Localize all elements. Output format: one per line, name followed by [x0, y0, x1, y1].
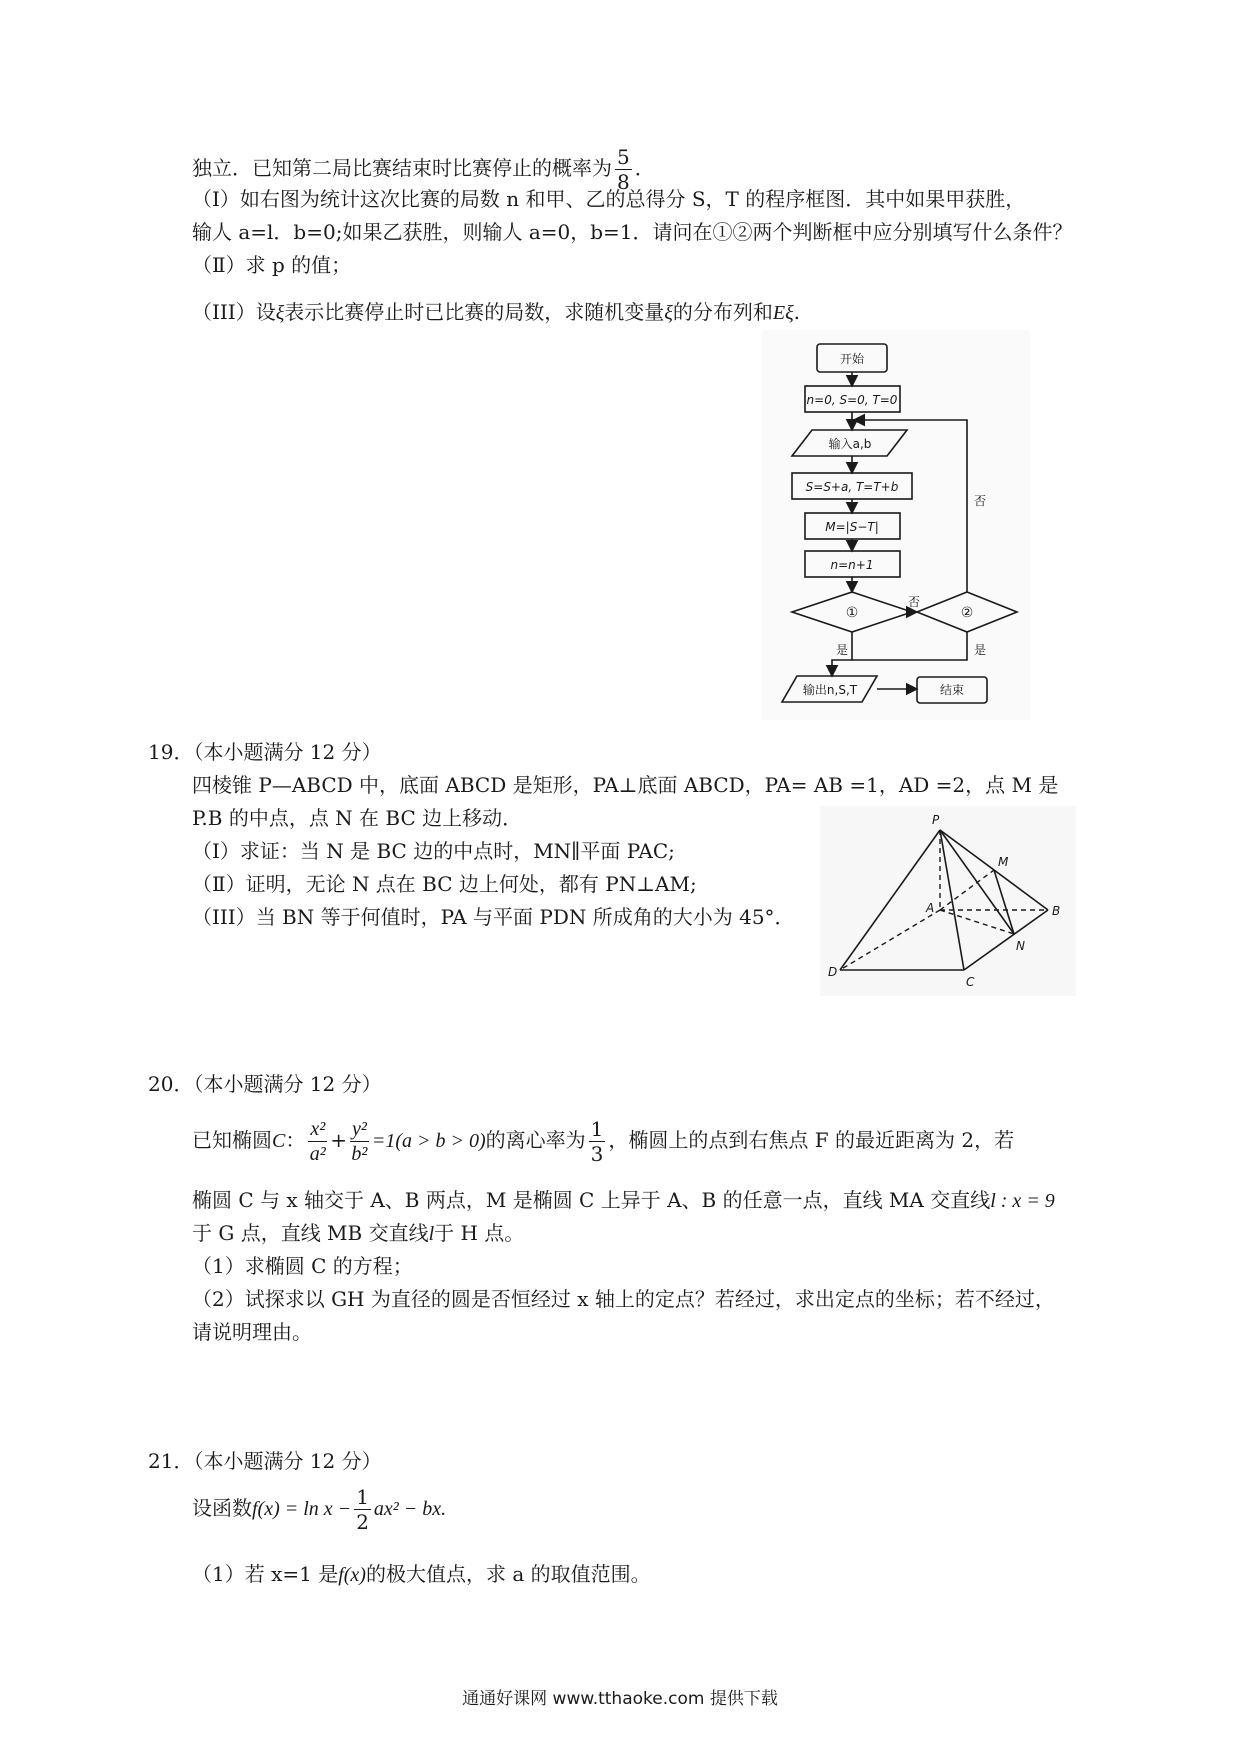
q20-line1-suffix: ，椭圆上的点到右焦点 F 的最近距离为 2，若: [608, 1128, 1015, 1152]
q18-part3-mid2: 的分布列和: [672, 300, 773, 324]
flow-cond2-label: ②: [960, 605, 974, 621]
half-numerator: 1: [356, 1485, 369, 1509]
q20-header: 20．（本小题满分 12 分）: [148, 1072, 382, 1096]
q20-line3-suffix: 于 H 点。: [434, 1221, 525, 1245]
half-denominator: 2: [356, 1510, 369, 1534]
function-tail: ax² − bx.: [373, 1498, 447, 1520]
label-C: C: [966, 975, 975, 989]
q20-line1: [192, 1112, 1014, 1169]
q18-part3-mid: 表示比赛停止时已比赛的局数，求随机变量: [284, 300, 665, 324]
q20-line1-mid: 的离心率为: [485, 1128, 586, 1152]
q21-line1: [192, 1480, 446, 1537]
q20-line3-prefix: 于 G 点，直线 MB 交直线: [192, 1221, 429, 1245]
flow-output-label: 输出n,S,T: [802, 683, 858, 697]
plus-sign: +: [330, 1128, 347, 1152]
b2-denominator: b²: [351, 1143, 368, 1165]
q18-part1-line2: 输人 a=l．b=0;如果乙获胜，则输人 a=0，b=1．请问在①②两个判断框中应分别填写什么条件？: [192, 220, 1073, 244]
ellipse-condition: =1(a > b > 0): [371, 1130, 486, 1152]
q19-part1: （I）求证：当 N 是 BC 边的中点时，MN∥平面 PAC;: [192, 839, 675, 863]
flow-no1-label: 否: [907, 595, 921, 609]
q20-part2-line2: 请说明理由。: [192, 1320, 312, 1344]
function-definition: f(x) = ln x −: [252, 1498, 352, 1520]
q18-part3-prefix: （III）设: [192, 300, 276, 324]
y2-numerator: y²: [351, 1118, 367, 1140]
flowchart-figure: [762, 330, 1030, 720]
label-N: N: [1016, 939, 1025, 953]
fraction-1-2: [354, 1485, 371, 1534]
q18-intro-text: 独立．已知第二局比赛结束时比赛停止的概率为: [192, 156, 612, 180]
label-A: A: [926, 901, 935, 915]
q19-part2: （Ⅱ）证明，无论 N 点在 BC 边上何处，都有 PN⊥AM;: [192, 872, 697, 896]
flow-yes1-label: 是: [835, 643, 849, 657]
xi-symbol: ξ: [275, 302, 285, 324]
page-footer: 通通好课网 www.tthaoke.com 提供下载: [462, 1689, 778, 1709]
ellipse-name: C: [272, 1130, 286, 1152]
q18-part1-line1: （I）如右图为统计这次比赛的局数 n 和甲、乙的总得分 S，T 的程序框图．其中如果甲获胜，: [192, 187, 1026, 211]
fraction-denominator: 8: [617, 170, 630, 194]
line-l-symbol: l: [428, 1223, 435, 1245]
q20-part2-line1: （2）试探求以 GH 为直径的圆是否恒经过 x 轴上的定点？若经过，求出定点的坐标；若不经过，: [192, 1287, 1055, 1311]
q19-line2: P.B 的中点，点 N 在 BC 边上移动．: [192, 806, 523, 830]
pyramid-background: [820, 806, 1076, 996]
line-l-equation: l : x = 9: [990, 1190, 1055, 1212]
eccentricity-numerator: 1: [590, 1117, 604, 1141]
expectation-symbol: Eξ: [772, 302, 794, 324]
q21-line1-prefix: 设函数: [192, 1496, 252, 1520]
q20-line3: [192, 1219, 524, 1248]
x2-numerator: x²: [310, 1118, 326, 1140]
eccentricity-denominator: 3: [590, 1142, 604, 1166]
fraction-y2-b2: [350, 1117, 369, 1166]
label-M: M: [998, 855, 1009, 869]
function-symbol: f(x): [338, 1564, 366, 1586]
q20-line2-prefix: 椭圆 C 与 x 轴交于 A、B 两点，M 是椭圆 C 上异于 A、B 的任意一点，直线 MA 交直线: [192, 1188, 991, 1212]
pyramid-figure: [820, 806, 1076, 996]
flow-end-label: 结束: [939, 683, 965, 697]
q20-part1: （1）求椭圆 C 的方程；: [192, 1254, 413, 1278]
flow-m-label: M=|S−T|: [825, 520, 879, 534]
flowchart-background: [762, 330, 1030, 720]
a2-denominator: a²: [309, 1143, 326, 1165]
fraction-x2-a2: [308, 1117, 327, 1166]
q20-line1-prefix: 已知椭圆: [192, 1128, 272, 1152]
q18-part3: [192, 298, 800, 327]
q18-part2: （Ⅱ）求 p 的值；: [192, 253, 352, 277]
flow-start-label: 开始: [839, 352, 865, 366]
xi-symbol-2: ξ: [664, 302, 673, 324]
q19-part3: （III）当 BN 等于何值时，PA 与平面 PDN 所成角的大小为 45°．: [192, 905, 795, 929]
q21-part1: [192, 1560, 651, 1589]
flow-n-label: n=n+1: [830, 558, 874, 572]
label-D: D: [828, 965, 838, 979]
label-P: P: [932, 813, 940, 827]
flow-input-label: 输入a,b: [828, 437, 872, 451]
label-B: B: [1052, 904, 1061, 918]
q20-colon: ：: [285, 1128, 306, 1152]
q21-part1-suffix: 的极大值点，求 a 的取值范围。: [365, 1562, 651, 1586]
q21-part1-prefix: （1）若 x=1 是: [192, 1562, 339, 1586]
q20-line2: [192, 1186, 1055, 1215]
q21-header: 21．（本小题满分 12 分）: [148, 1449, 382, 1473]
flow-update-label: S=S+a, T=T+b: [805, 480, 899, 494]
flow-yes2-label: 是: [973, 643, 987, 657]
q19-header: 19．（本小题满分 12 分）: [148, 740, 382, 764]
flow-cond1-label: ①: [845, 605, 859, 621]
fraction-1-3: [589, 1117, 606, 1166]
fraction-numerator: 5: [617, 145, 630, 169]
q19-line1: 四棱锥 P—ABCD 中，底面 ABCD 是矩形，PA⊥底面 ABCD，PA= AB =1，AD =2，点 M 是: [192, 773, 1059, 797]
flow-init-label: n=0, S=0, T=0: [806, 393, 898, 407]
q18-intro-end: ．: [634, 156, 655, 180]
flow-no2-label: 否: [973, 494, 987, 508]
q18-part3-end: .: [793, 300, 800, 324]
